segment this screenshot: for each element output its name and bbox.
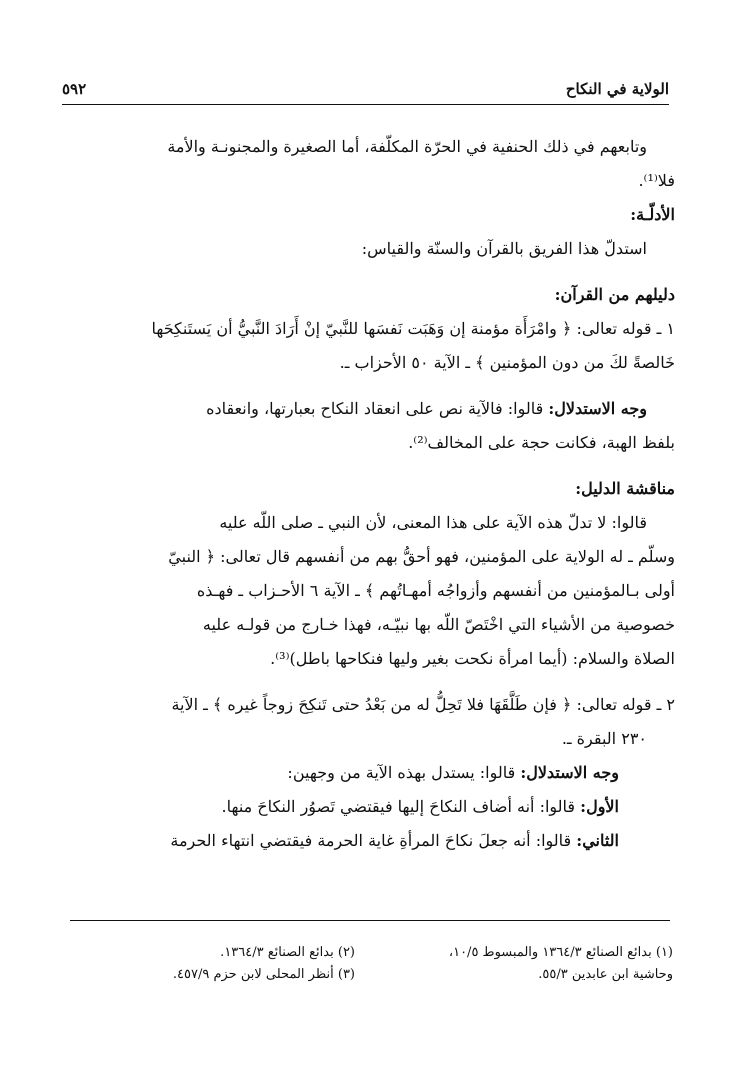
running-title: الولاية في النكاح: [565, 80, 669, 98]
paragraph-line: استدلّ هذا الفريق بالقرآن والسنّة والقياس:: [361, 239, 647, 258]
list-item-1: ١ ـ قوله تعالى: ﴿ وامْرَأَة مؤمنة إن وَهَبَت نَفسَها للنَّبيّ إنْ أَرَادَ النَّبيُّ أن يَستَنكِحَها: [151, 319, 675, 338]
heading-quran: دليلهم من القرآن:: [554, 285, 675, 304]
list-item-2: ٢ ـ قوله تعالى: ﴿ فإن طَلَّقَهَا فلا تَحِلُّ له من بَعْدُ حتى تَنكِحَ زوجاً غيره ﴾ ـ الآية: [171, 695, 675, 714]
page-number: ٥٩٢: [62, 80, 87, 98]
paragraph-line: فلا⁽¹⁾.: [638, 171, 675, 190]
evidence-label: وجه الاستدلال:: [548, 399, 647, 418]
discussion-line: الصلاة والسلام: (أيما امرأة نكحت بغير وليها فنكاحها باطل)⁽³⁾.: [270, 649, 675, 668]
discussion-line: أولى بـالمؤمنين من أنفسهم وأزواجُه أمهـاتُهم ﴾ ـ الآية ٦ الأحـزاب ـ فهـذه: [196, 581, 675, 600]
footnotes-2-3: [173, 942, 355, 986]
point-first: الأول: قالوا: أنه أضاف النكاحَ إليها فيقتضي تَصوُر النكاحَ منها.: [221, 797, 619, 816]
footnote-3: (٣) أنظر المحلى لابن حزم ٤٥٧/٩.: [172, 967, 355, 982]
footnote-2: (٢) بدائع الصنائع ١٣٦٤/٣.: [220, 945, 355, 960]
discussion-line: خصوصية من الأشياء التي اخْتَصّ اللّه بها نبيّـه، فهذا خـارج من قولـه عليه: [202, 615, 675, 634]
footnote-1: (١) بدائع الصنائع ١٣٦٤/٣ والمبسوط ١٠/٥، وحاشية ابن عابدين ٥٥/٣.: [448, 945, 673, 982]
discussion-line: وسلّم ـ له الولاية على المؤمنين، فهو أحقُّ بهم من أنفسهم قال تعالى: ﴿ النبيّ: [168, 547, 675, 566]
footnote-divider: [70, 920, 670, 921]
evidence-line: وجه الاستدلال: قالوا: فالآية نص على انعقاد النكاح بعبارتها، وانعقاده: [206, 399, 647, 418]
list-item-2-cont: ٢٣٠ البقرة ـ.: [561, 729, 647, 748]
discussion-line: قالوا: لا تدلّ هذه الآية على هذا المعنى، لأن النبي ـ صلى اللّه عليه: [219, 513, 647, 532]
heading-discussion: مناقشة الدليل:: [575, 479, 675, 498]
evidence-line-2: بلفظ الهبة، فكانت حجة على المخالف⁽²⁾.: [408, 433, 675, 452]
paragraph-line: وتابعهم في ذلك الحنفية في الحرّة المكلّفة، أما الصغيرة والمجنونـة والأمة: [167, 137, 647, 156]
main-text: [75, 130, 675, 858]
point-second: الثاني: قالوا: أنه جعلَ نكاحَ المرأةِ غاية الحرمة فيقتضي انتهاء الحرمة: [170, 831, 619, 850]
heading-evidence: الأدلّـة:: [630, 205, 675, 224]
running-header: [62, 78, 669, 105]
evidence-line: وجه الاستدلال: قالوا: يستدل بهذه الآية من وجهين:: [287, 763, 619, 782]
list-item-1-cont: خَالصةً لكَ من دون المؤمنين ﴾ ـ الآية ٥٠ الأحزاب ـ.: [339, 353, 675, 372]
